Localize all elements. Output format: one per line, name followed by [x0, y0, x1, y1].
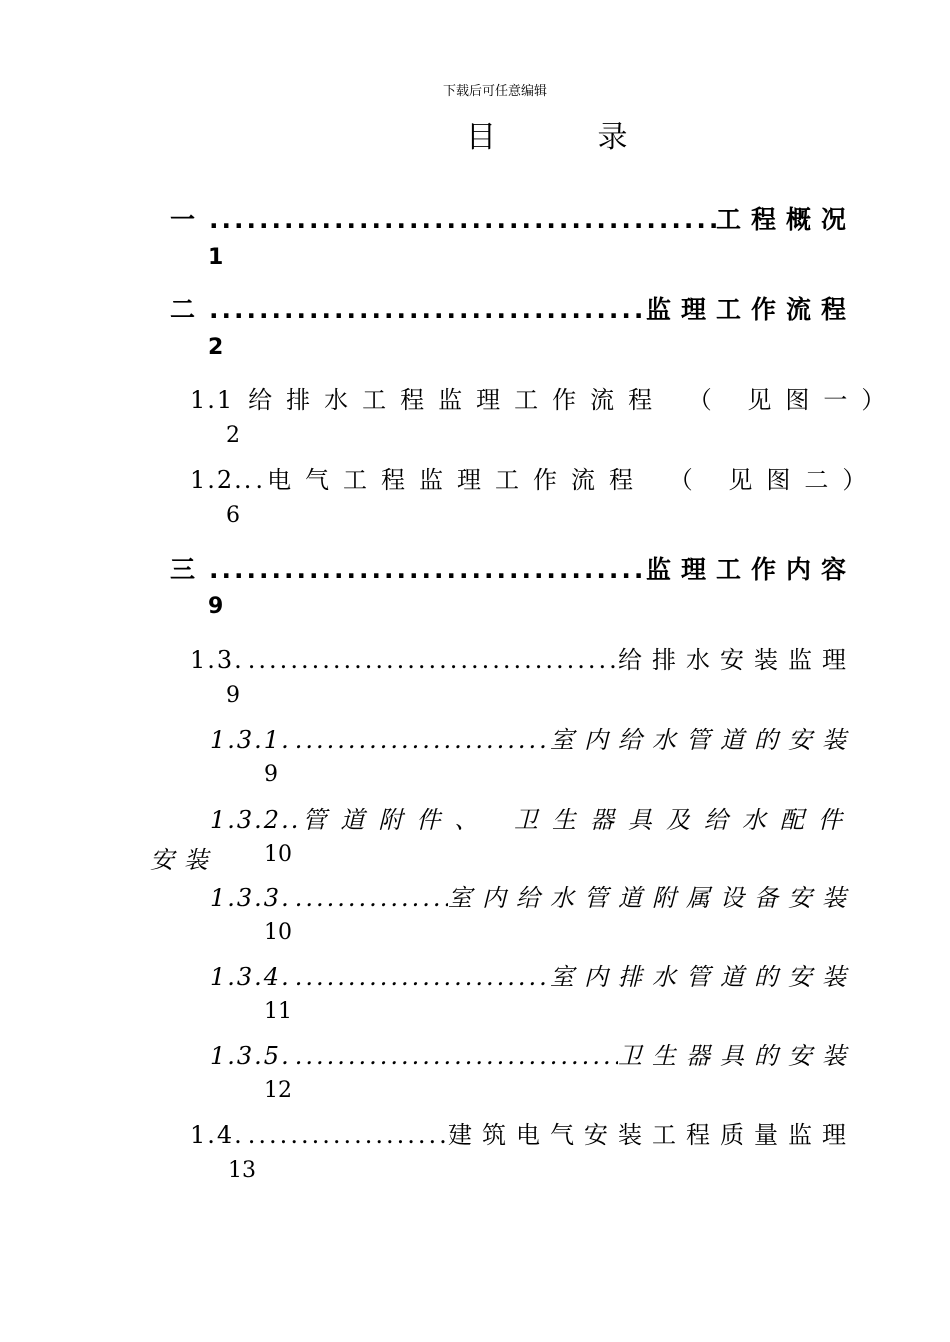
toc-text: 管道附件、 卫生器具及给水配件 [302, 806, 856, 834]
toc-page: 2 [226, 423, 240, 448]
toc-page: 2 [208, 335, 224, 360]
toc-page: 9 [264, 762, 278, 787]
toc-leader [291, 884, 448, 912]
toc-number: 一 [170, 205, 206, 234]
toc-page: 1 [208, 245, 224, 270]
toc-number: 1.2. [190, 466, 244, 494]
toc-leader [291, 963, 550, 991]
toc-page: 11 [264, 999, 292, 1024]
toc-leader [291, 726, 550, 754]
toc-number: 三 [170, 555, 206, 584]
toc-number: 1.3.2. [210, 806, 291, 834]
toc-entry[interactable] [190, 640, 856, 675]
toc-number: 1.3.4. [210, 963, 291, 991]
toc-text: 建筑电气安装工程质量监理 [448, 1121, 856, 1149]
toc-text: 室内给水管道附属设备安装 [448, 884, 856, 912]
toc-leader: . [290, 806, 303, 834]
toc-number: 1.3. [190, 646, 244, 674]
toc-page: 6 [226, 503, 240, 528]
toc-number: 二 [170, 295, 206, 324]
toc-leader: .. [243, 466, 268, 494]
toc-leader [205, 205, 716, 234]
toc-page: 9 [226, 683, 240, 708]
toc-leader [205, 555, 646, 584]
toc-page: 13 [228, 1158, 256, 1183]
toc-entry[interactable] [210, 800, 856, 835]
toc-text: 给排水工程监理工作流程 （ 见图一） [248, 386, 900, 414]
toc-number: 1.3.3. [210, 884, 291, 912]
toc-entry[interactable] [170, 550, 856, 586]
toc-page: 10 [264, 842, 292, 867]
toc-text: 工程概况 [715, 205, 856, 234]
toc-text: 监理工作内容 [645, 555, 856, 584]
toc-leader [291, 1042, 618, 1070]
toc-entry[interactable] [190, 460, 881, 495]
toc-text: 室内给水管道的安装 [550, 726, 856, 754]
header-note: 下载后可任意编辑 [442, 84, 547, 99]
toc-number: 1.3.5. [210, 1042, 291, 1070]
toc-entry[interactable] [210, 878, 856, 913]
toc-text: 卫生器具的安装 [618, 1042, 856, 1070]
page-title: 目 录 [466, 120, 674, 155]
toc-number: 1.3.1. [210, 726, 291, 754]
toc-leader [244, 646, 618, 674]
toc-number: 1.4. [190, 1121, 244, 1149]
toc-entry[interactable] [210, 957, 856, 992]
toc-text: 给排水安装监理 [618, 646, 856, 674]
toc-text: 电气工程监理工作流程 （ 见图二） [267, 466, 881, 494]
toc-number: 1.1 [190, 386, 235, 414]
toc-page: 9 [208, 594, 224, 619]
toc-text-continued: 安装 [150, 846, 218, 874]
toc-text: 室内排水管道的安装 [550, 963, 856, 991]
toc-entry[interactable] [190, 380, 900, 415]
toc-entry[interactable] [170, 290, 856, 326]
toc-entry[interactable] [190, 1115, 856, 1150]
toc-leader [244, 1121, 448, 1149]
toc-text: 监理工作流程 [645, 295, 856, 324]
toc-entry[interactable] [210, 720, 856, 755]
toc-page: 10 [264, 920, 292, 945]
toc-entry[interactable] [210, 1036, 856, 1071]
toc-leader [205, 295, 646, 324]
toc-entry[interactable] [170, 200, 856, 236]
toc-page: 12 [264, 1078, 292, 1103]
